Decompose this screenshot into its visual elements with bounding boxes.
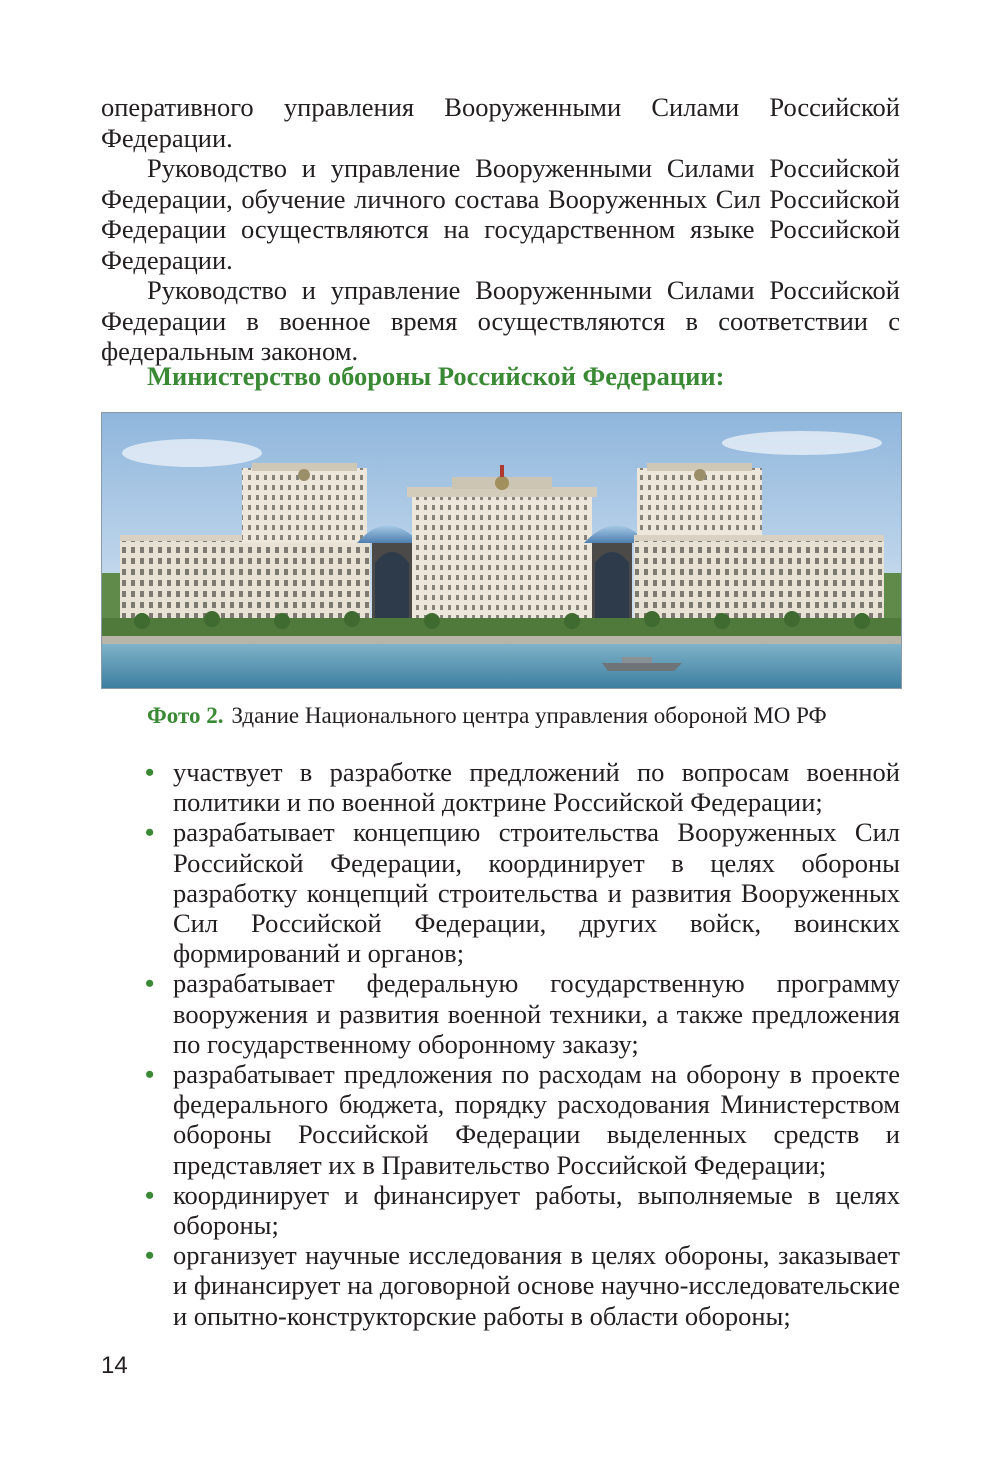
paragraph-wartime: Руководство и управление Вооруженными Силами Российской Федерации в военное время осуществляются в соответствии с федеральным законом. [101, 275, 900, 366]
ministry-functions-list [145, 757, 900, 1331]
list-item-text: разрабатывает концепцию строительства Вооруженных Сил Российской Федерации, координирует в целях обороны разработку концепций строительства и развития Вооруженных Сил Российской Федерации, других войск, воинских формирований и органов; [173, 817, 900, 969]
bullet-icon: • [145, 817, 155, 848]
intro-text [101, 92, 900, 367]
page-number: 14 [101, 1352, 128, 1379]
bullet-icon: • [145, 968, 155, 999]
list-item [145, 968, 900, 1059]
list-item-text: организует научные исследования в целях обороны, заказывает и финансирует на договорной основе научно-исследовательские и опытно-конструкторские работы в области обороны; [173, 1240, 900, 1331]
list-item [145, 1240, 900, 1331]
bullet-icon: • [145, 1179, 155, 1210]
list-item [145, 817, 900, 968]
list-item [145, 757, 900, 817]
section-heading: Министерство обороны Российской Федерации: [147, 361, 725, 391]
building-photo [101, 412, 902, 689]
photo-caption-text: Здание Национального центра управления обороной МО РФ [231, 703, 827, 728]
list-item [145, 1059, 900, 1180]
photo-caption [147, 703, 827, 729]
list-item-text: разрабатывает предложения по расходам на оборону в проекте федерального бюджета, порядку расходования Министерством обороны Российской Федерации выделенных средств и представляет их в Правительство Российской Федерации; [173, 1059, 900, 1180]
bullet-icon: • [145, 1059, 155, 1090]
paragraph-continuation: оперативного управления Вооруженными Силами Российской Федерации. [101, 92, 900, 153]
photo-label: Фото 2. [147, 703, 224, 728]
bullet-icon: • [145, 757, 155, 787]
list-item-text: участвует в разработке предложений по вопросам военной политики и по военной доктрине Российской Федерации; [173, 757, 900, 818]
list-item-text: разрабатывает федеральную государственную программу вооружения и развития военной техники, а также предложения по государственному оборонному заказу; [173, 968, 900, 1059]
bullet-icon: • [145, 1240, 155, 1271]
list-item-text: координирует и финансирует работы, выполняемые в целях обороны; [173, 1179, 900, 1241]
building-illustration [102, 413, 901, 688]
paragraph-language: Руководство и управление Вооруженными Силами Российской Федерации, обучение личного состава Вооруженных Сил Российской Федерации осуществляются на государственном языке Российской Федерации. [101, 153, 900, 275]
list-item [145, 1180, 900, 1240]
